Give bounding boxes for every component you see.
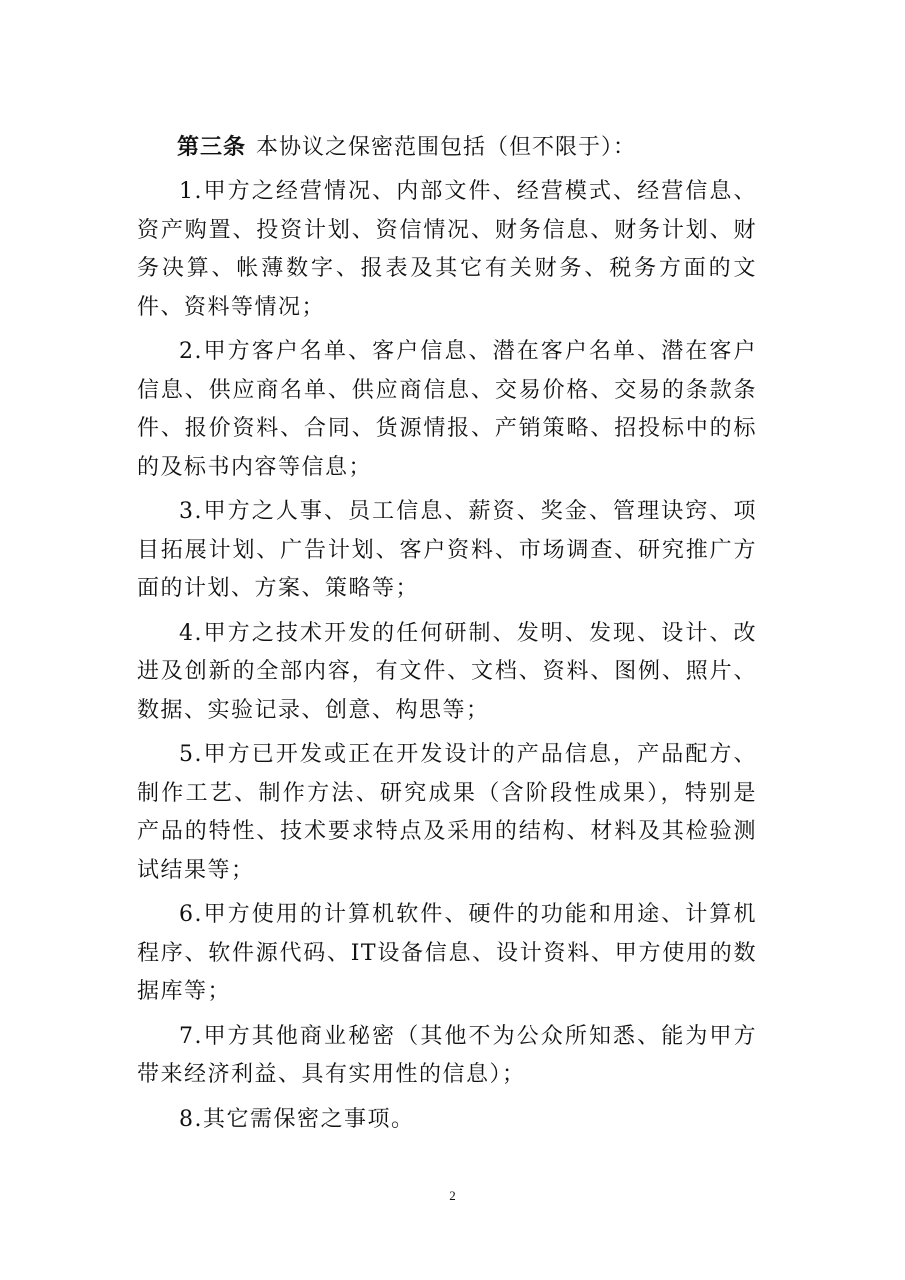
- article-number: 第三条: [177, 134, 247, 160]
- page-number: 2: [449, 1188, 456, 1203]
- clause-item-4: 4.甲方之技术开发的任何研制、发明、发现、设计、改进及创新的全部内容，有文件、文档、资料、图例、照片、数据、实验记录、创意、构思等；: [137, 620, 757, 723]
- clause-item-2: 2.甲方客户名单、客户信息、潜在客户名单、潜在客户信息、供应商名单、供应商信息、交易价格、交易的条款条件、报价资料、合同、货源情报、产销策略、招投标中的标的及标书内容等信息；: [137, 339, 757, 480]
- clause-item-8: 8.其它需保密之事项。: [179, 1106, 415, 1132]
- clause-item-3: 3.甲方之人事、员工信息、薪资、奖金、管理诀窍、项目拓展计划、广告计划、客户资料、市场调查、研究推广方面的计划、方案、策略等；: [137, 499, 757, 601]
- article-title: 本协议之保密范围包括（但不限于）：: [256, 135, 637, 160]
- clause-item-5: 5.甲方已开发或正在开发设计的产品信息，产品配方、制作工艺、制作方法、研究成果（含阶段性成果），特别是产品的特性、技术要求特点及采用的结构、材料及其检验测试结果等；: [137, 742, 757, 883]
- article-body: [137, 128, 757, 1145]
- clause-item-7: 7.甲方其他商业秘密（其他不为公众所知悉、能为甲方带来经济利益、具有实用性的信息）；: [137, 1023, 757, 1087]
- clause-item-6: 6.甲方使用的计算机软件、硬件的功能和用途、计算机程序、软件源代码、IT设备信息、设计资料、甲方使用的数据库等；: [137, 902, 757, 1004]
- clause-item-1: 1.甲方之经营情况、内部文件、经营模式、经营信息、资产购置、投资计划、资信情况、财务信息、财务计划、财务决算、帐薄数字、报表及其它有关财务、税务方面的文件、资料等情况；: [137, 179, 757, 320]
- article-heading: [137, 128, 757, 167]
